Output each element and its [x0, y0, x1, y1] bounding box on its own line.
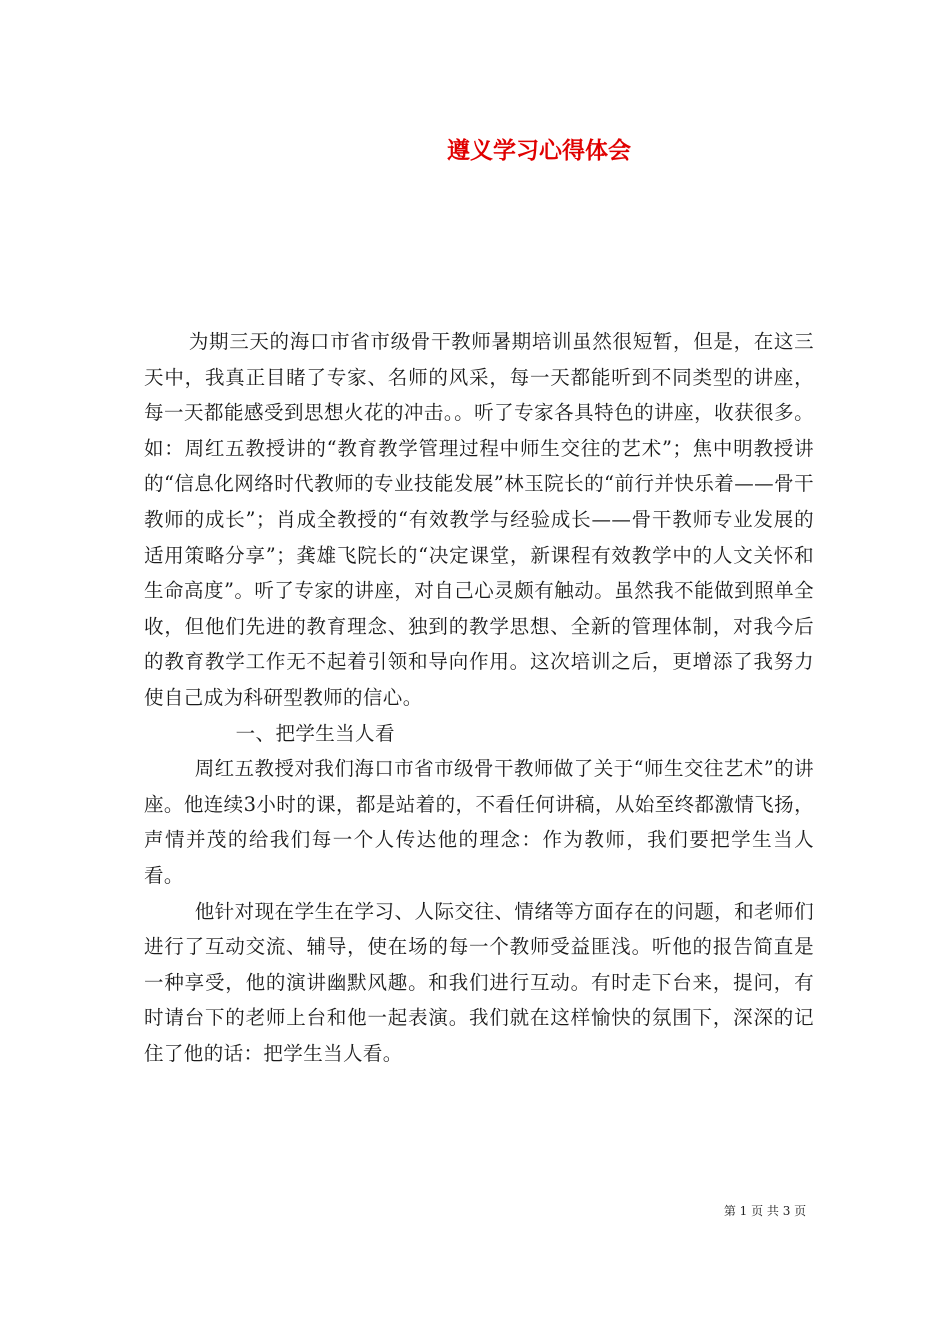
section-heading: 一、把学生当人看 [235, 721, 395, 745]
paragraph-intro: 为期三天的海口市省市级骨干教师暑期培训虽然很短暂，但是，在这三天中，我真正目睹了专家、名师的风采，每一天都能听到不同类型的讲座，每一天都能感受到思想火花的冲击。。听了专家各具特色的讲座，收获很多。如：周红五教授讲的“教育教学管理过程中师生交往的艺术”；焦中明教授讲的“信息化网络时代教师的专业技能发展”林玉院长的“前行并快乐着——骨干教师的成长”；肖成全教授的“有效教学与经验成长——骨干教师专业发展的适用策略分享”；龚雄飞院长的“决定课堂，新课程有效教学中的人文关怀和生命高度”。听了专家的讲座，对自己心灵颇有触动。虽然我不能做到照单全收，但他们先进的教育理念、独到的教学思想、全新的管理体制，对我今后的教育教学工作无不起着引领和导向作用。这次培训之后，更增添了我努力使自己成为科研型教师的信心。 [144, 330, 814, 709]
paragraph-lecture: 周红五教授对我们海口市省市级骨干教师做了关于“师生交往艺术”的讲座。他连续3小时的课，都是站着的，不看任何讲稿，从始至终都激情飞扬，声情并茂的给我们每一个人传达他的理念：作为教师，我们要把学生当人看。 [144, 757, 814, 887]
document-title: 遵义学习心得体会 [447, 137, 631, 164]
page-number: 第 1 页 共 3 页 [723, 1204, 807, 1218]
document-body [144, 324, 814, 1071]
paragraph-interaction: 他针对现在学生在学习、人际交往、情绪等方面存在的问题，和老师们进行了互动交流、辅导，使在场的每一个教师受益匪浅。听他的报告简直是一种享受，他的演讲幽默风趣。和我们进行互动。有时走下台来，提问，有时请台下的老师上台和他一起表演。我们就在这样愉快的氛围下，深深的记住了他的话：把学生当人看。 [144, 899, 814, 1065]
